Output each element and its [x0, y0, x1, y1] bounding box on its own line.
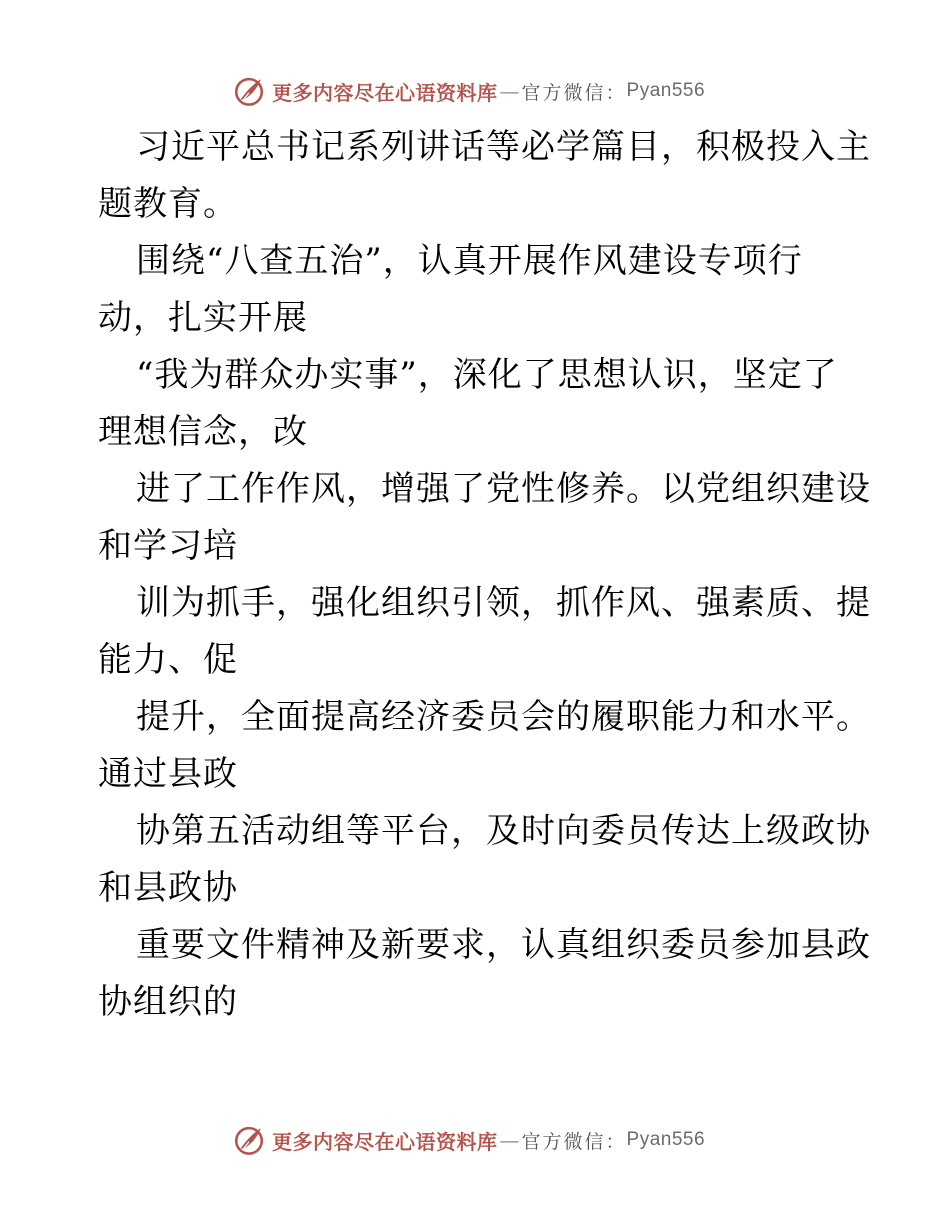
text-line: 训为抓手，强化组织引领，抓作风、强素质、提 — [136, 583, 871, 623]
banner-wechat-id: Pyan556 — [626, 1129, 706, 1150]
banner-main-text: 更多内容尽在心语资料库 — [272, 80, 498, 105]
text-line: 理想信念，改 — [98, 412, 308, 452]
text-line: 协组织的 — [98, 982, 238, 1022]
banner-main-text: 更多内容尽在心语资料库 — [272, 1129, 498, 1154]
header-banner — [232, 72, 705, 110]
text-line: 动，扎实开展 — [98, 298, 308, 338]
document-body — [98, 119, 871, 1031]
text-line: 和县政协 — [98, 868, 238, 908]
quill-logo-icon — [232, 74, 266, 108]
text-line: 通过县政 — [98, 754, 238, 794]
text-line: 习近平总书记系列讲话等必学篇目，积极投入主 — [136, 127, 871, 167]
text-line: 围绕“八查五治”，认真开展作风建设专项行 — [136, 241, 803, 281]
text-line: 和学习培 — [98, 526, 238, 566]
banner-separator: — — [499, 79, 520, 103]
text-line: 协第五活动组等平台，及时向委员传达上级政协 — [136, 811, 871, 851]
text-line: 进了工作作风，增强了党性修养。以党组织建设 — [136, 469, 871, 509]
text-line: “我为群众办实事”，深化了思想认识，坚定了 — [136, 355, 838, 395]
banner-wechat-label: 官方微信： — [521, 81, 627, 104]
text-line: 题教育。 — [98, 184, 238, 224]
text-line: 提升，全面提高经济委员会的履职能力和水平。 — [136, 697, 871, 737]
text-line: 重要文件精神及新要求，认真组织委员参加县政 — [136, 925, 871, 965]
banner-wechat-id: Pyan556 — [626, 80, 706, 101]
banner-wechat-label: 官方微信： — [521, 1130, 627, 1153]
footer-banner — [232, 1121, 705, 1159]
quill-logo-icon — [232, 1123, 266, 1157]
text-line: 能力、促 — [98, 640, 238, 680]
banner-separator: — — [499, 1128, 520, 1152]
